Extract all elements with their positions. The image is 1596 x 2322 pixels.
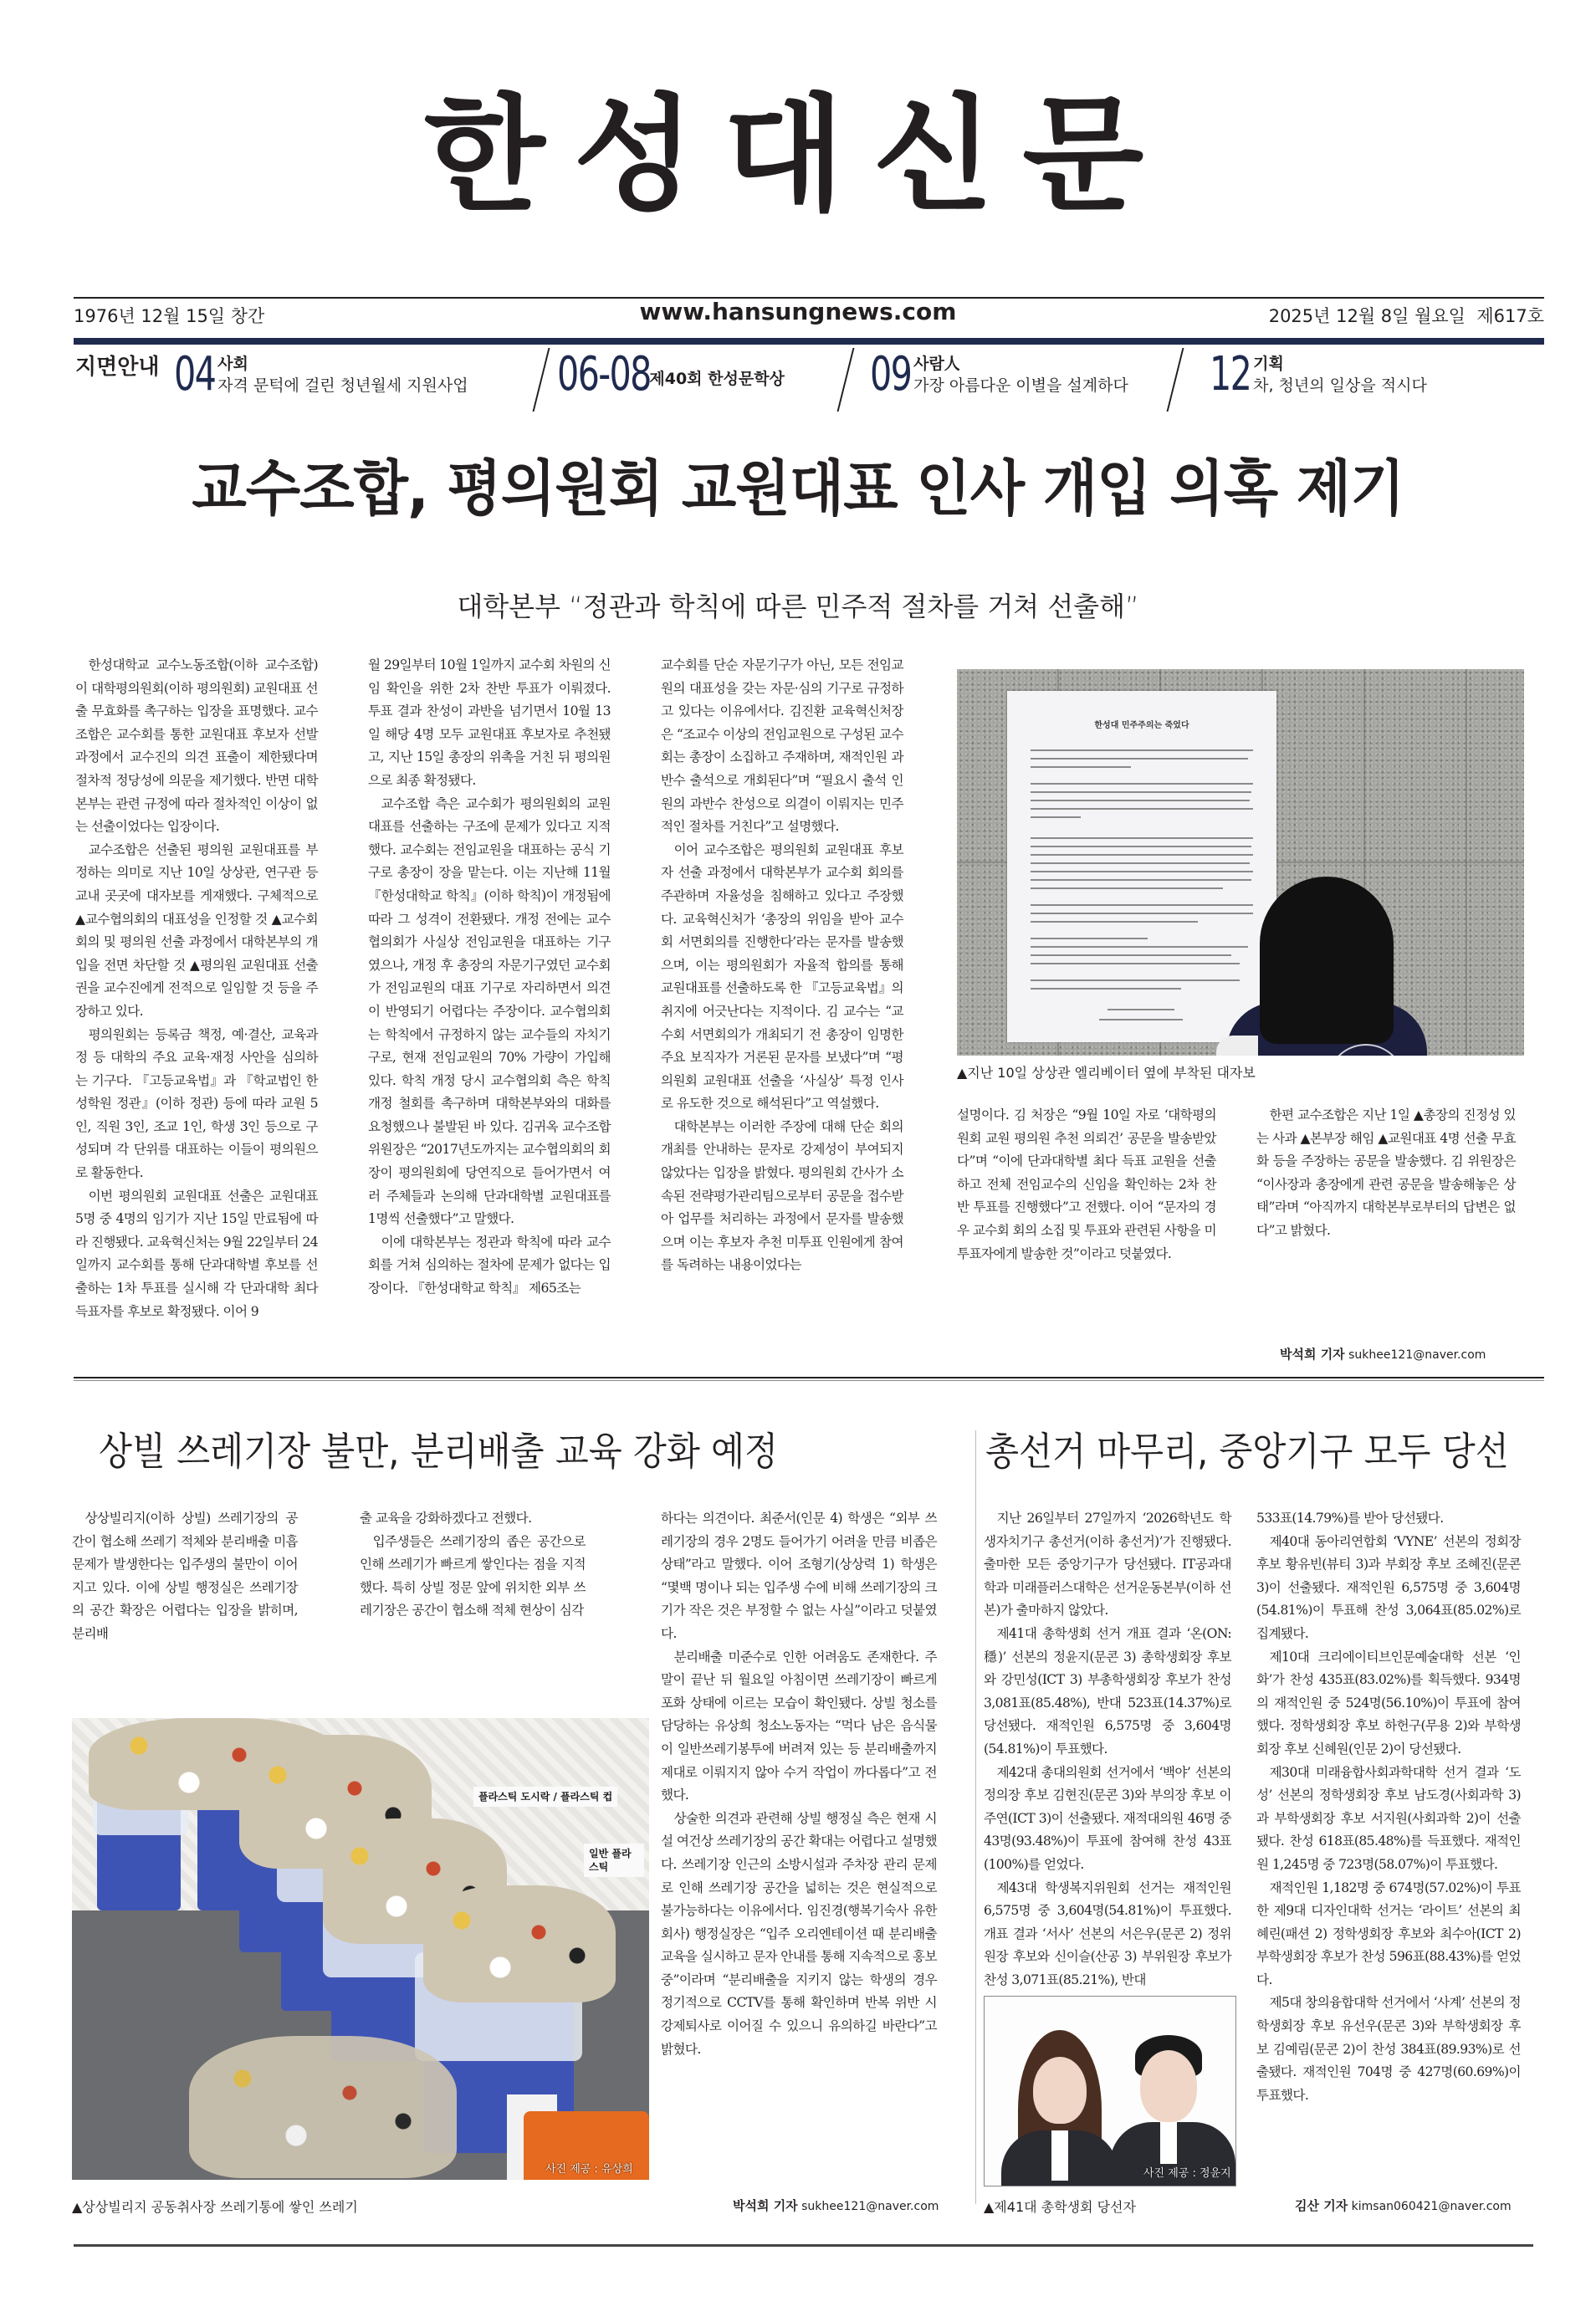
index-section: 사회 (217, 355, 248, 373)
article-paragraph: 제43대 학생복지위원회 선거는 재적인원 6,575명 중 3,604명(54.81%)이 투표했다. 개표 결과 ‘서사’ 선본의 서은우(문콘 2) 정위원장 후보와 신이슬(산공 3) 부위원장 후보가 찬성 3,071표(85.21%), 반대 (984, 1880, 1231, 1987)
reporter-name: 김산 기자 (1295, 2198, 1348, 2213)
election-headline: 총선거 마무리, 중앙기구 모두 당선 (985, 1429, 1509, 1474)
article-paragraph: 533표(14.79%)를 받아 당선됐다. (1256, 1511, 1444, 1526)
lead-deck: 대학본부 “정관과 학칙에 따른 민주적 절차를 거쳐 선출해” (457, 591, 1139, 622)
article-paragraph: 재적인원 1,182명 중 674명(57.02%)이 투표한 제9대 디자인대학 선거는 ‘라이트’ 선본의 최혜린(패션 2) 정학생회장 후보와 최수아(ICT 2) 부학생회장 후보가 찬성 596표(88.43%)를 얻었다. (1256, 1880, 1521, 1987)
index-item-09[interactable] (870, 347, 1128, 401)
index-title: 자격 문턱에 걸린 청년월세 지원사업 (217, 376, 468, 395)
issue-info (1269, 303, 1544, 328)
byline (1280, 1345, 1486, 1363)
byline (733, 2197, 939, 2214)
candidate-face (1140, 2050, 1197, 2122)
issue-number: 제617호 (1476, 306, 1544, 326)
lead-column-3 (661, 654, 903, 1277)
article-paragraph: 상술한 의견과 관련해 상빌 행정실 측은 현재 시설 여건상 쓰레기장의 공간 확대는 어렵다고 설명했다. 쓰레기장 인근의 소방시설과 주차장 관리 문제로 인해 쓰레기장 공간을 넓히는 것은 현실적으로 불가능하다는 이유에서다. 임진경(행복기숙사 유한회사) 행정실장은 “입주 오리엔테이션 때 분리배출 교육을 실시하고 문자 안내를 통해 지속적으로 홍보 중”이라며 “분리배출을 지키지 않는 학생의 경우 정기적으로 CCTV를 통해 확인하며 반복 위반 시 강제퇴사로 이어질 수 있으니 유의하길 바란다”고 밝혔다. (661, 1810, 937, 2057)
article-paragraph: 제10대 크리에이티브인문예술대학 선본 ‘인화’가 찬성 435표(83.02%)를 획득했다. 934명의 재적인원 중 524명(56.10%)이 투표에 참여했다. 정학생회장 후보 하헌구(무용 2)와 부학생회장 후보 신혜원(인문 2)이 당선됐다. (1256, 1649, 1521, 1757)
article-paragraph: 평의원회는 등록금 책정, 예·결산, 교육과정 등 대학의 주요 교육·재정 사안을 심의하는 기구다. 『고등교육법』과 『학교법인 한성학원 정관』(이하 정관) 등에 따라 교원 5인, 직원 3인, 조교 1인, 학생 3인 등으로 구성되며 각 단위를 대표하는 이들이 평의원으로 활동한다. (75, 1026, 318, 1181)
garbage-column-2 (360, 1507, 586, 1623)
article-paragraph: 설명이다. 김 처장은 “9월 10일 자로 ‘대학평의원회 교원 평의원 추천 의뢰건’ 공문을 발송받았다”며 “이에 단과대학별 최다 득표 교원을 선출하고 전체 전임교수의 신임을 확인하는 2차 찬반 투표를 진행했다”고 전했다. 이어 “문자의 경우 교수회 회의 소집 및 투표와 관련된 사항을 미투표자에게 발송한 것”이라고 덧붙였다. (957, 1107, 1216, 1261)
photo-caption: ▲제41대 총학생회 당선자 (984, 2199, 1136, 2215)
founded-date: 1976년 12월 15일 창간 (74, 306, 265, 326)
article-paragraph: 한성대학교 교수노동조합(이하 교수조합)이 대학평의원회(이하 평의원회) 교원대표 선출 무효화를 촉구하는 입장을 표명했다. 교수조합은 교수회를 통한 교원대표 후보자 선발 과정에서 교수진의 의견 표출이 제한됐다며 절차적 정당성에 의문을 제기했다. 반면 대학본부는 관련 규정에 따라 절차적인 이상이 없는 선출이었다는 입장이다. (75, 657, 318, 835)
article-paragraph: 제5대 창의융합대학 선거에서 ‘사계’ 선본의 정학생회장 후보 유선우(문콘 3)와 부학생회장 후보 김예림(문콘 2)이 찬성 384표(89.93%)로 선출됐다. 재적인원 704명 중 427명(60.69%)이 투표했다. (1256, 1995, 1521, 2103)
article-paragraph: 이번 평의원회 교원대표 선출은 교원대표 5명 중 4명의 임기가 지난 15일 만료됨에 따라 진행됐다. 교육혁신처는 9월 22일부터 24일까지 교수회를 통해 단과대학별 후보를 선출하는 1차 투표를 실시해 각 단과대학 최다 득표자를 후보로 확정됐다. 이어 9 (75, 1188, 318, 1319)
column-separator (975, 1430, 976, 2204)
article-paragraph: 상상빌리지(이하 상빌) 쓰레기장의 공간이 협소해 쓰레기 적체와 분리배출 미흡 문제가 발생한다는 입주생의 불만이 이어지고 있다. 이에 상빌 행정실은 쓰레기장의 공간 확장은 어렵다는 입장을 밝히며, 분리배 (72, 1511, 298, 1641)
index-separator (533, 348, 550, 412)
article-paragraph: 제42대 총대의원회 선거에서 ‘백야’ 선본의 정의장 후보 김현진(문콘 3)와 부의장 후보 이주연(ICT 3)이 선출됐다. 재적대의원 46명 중 43명(93.48%)이 투표에 참여해 찬성 43표(100%)를 얻었다. (984, 1764, 1231, 1872)
elected-candidates-photo (984, 1996, 1236, 2186)
student-from-behind (1226, 877, 1435, 1056)
index-page-number: 12 (1210, 347, 1251, 401)
reporter-email[interactable]: kimsan060421@naver.com (1351, 2200, 1512, 2213)
article-paragraph: 월 29일부터 10월 1일까지 교수회 차원의 신임 확인을 위한 2차 찬반 투표가 이뤄졌다. 투표 결과 찬성이 과반을 넘기면서 10월 13일 해당 4명 모두 교원대표 후보자로 추천됐고, 지난 15일 총장의 위촉을 거친 뒤 평의원으로 최종 확정됐다. (368, 657, 611, 788)
index-page-number: 04 (174, 347, 216, 401)
index-page-number: 06-08 (557, 347, 651, 401)
lead-column-5 (1256, 1104, 1516, 1243)
section-divider-thin (74, 1380, 1544, 1381)
issue-date: 2025년 12월 8일 월요일 (1268, 306, 1466, 326)
candidate-face (1033, 2057, 1087, 2124)
notice-poster-photo (957, 669, 1524, 1056)
garbage-bins-photo (72, 1718, 649, 2180)
election-column-2 (1256, 1507, 1521, 2107)
floor-garbage (189, 2036, 457, 2178)
photo-credit: 사진 제공 : 유상희 (545, 2163, 633, 2176)
page-index-label: 지면안내 (75, 355, 160, 380)
byline (1295, 2197, 1512, 2214)
section-divider (74, 1377, 1544, 1378)
photo-credit: 사진 제공 : 정윤지 (1143, 2167, 1231, 2180)
article-paragraph: 교수조합 측은 교수회가 평의원회의 교원대표를 선출하는 구조에 문제가 있다고 지적했다. 교수회는 전임교원을 대표하는 공식 기구로 총장이 장을 맡는다. 이는 지난해 11월 『한성대학교 학칙』(이하 학칙)이 개정됨에 따라 그 성격이 전환됐다. 개정 전에는 교수협의회가 사실상 전임교원을 대표하는 기구였으나, 개정 후 총장의 자문기구였던 교수회가 전임교원의 대표 기구로 자리하면서 의견이 반영되기 어렵다는 주장이다. 교수협의회는 학칙에서 규정하지 않는 교수들의 자치기구로, 현재 전임교원의 70% 가량이 가입해 있다. 학칙 개정 당시 교수협의회 측은 학칙 개정 철회를 촉구하며 대학본부와의 대화를 요청했으나 불발된 바 있다. 김귀옥 교수조합 위원장은 “2017년도까지는 교수협의회의 회장이 평의원회에 당연직으로 들어가면서 여러 주체들과 논의해 단과대학별 교원대표를 1명씩 선출했다”고 말했다. (368, 795, 611, 1227)
page-bottom-rule (74, 2244, 1533, 2247)
article-paragraph: 출 교육을 강화하겠다고 전했다. (360, 1511, 532, 1526)
index-separator (1167, 348, 1184, 412)
article-paragraph: 교수조합은 선출된 평의원 교원대표를 부정하는 의미로 지난 10일 상상관, 연구관 등 교내 곳곳에 대자보를 게재했다. 구체적으로 ▲교수협의회의 대표성을 인정할 것 ▲교수회 회의 및 평의원 선출 과정에서 대학본부의 개입을 전면 차단할 것 ▲평의원 교원대표 선출권을 교수진에게 전적으로 일임할 것 등을 주장하고 있다. (75, 841, 318, 1019)
lead-column-2 (368, 654, 611, 1301)
recycling-sign: 일반 플라스틱 (584, 1844, 644, 1877)
index-separator (837, 348, 855, 412)
reporter-name: 박석희 기자 (1280, 1347, 1345, 1362)
reporter-name: 박석희 기자 (733, 2198, 798, 2213)
index-item-12[interactable] (1210, 347, 1427, 401)
article-paragraph: 분리배출 미준수로 인한 어려움도 존재한다. 주말이 끝난 뒤 월요일 아침이면 쓰레기장이 빠르게 포화 상태에 이르는 모습이 확인됐다. 상빌 청소를 담당하는 유상희 청소노동자는 “먹다 남은 음식물이 일반쓰레기봉투에 버려져 있는 등 분리배출까지 제대로 이뤄지지 않아 수거 작업이 까다롭다”고 전했다. (661, 1649, 937, 1803)
index-item-04[interactable] (174, 347, 468, 401)
newspaper-masthead: 한성대신문 (423, 81, 1173, 228)
garbage-pile (423, 1885, 616, 2002)
article-paragraph: 이에 대학본부는 정관과 학칙에 따라 교수회를 거쳐 심의하는 절차에 문제가 없다는 입장이다. 『한성대학교 학칙』 제65조는 (368, 1234, 611, 1297)
reporter-email[interactable]: sukhee121@naver.com (801, 2200, 939, 2213)
garbage-column-3 (661, 1507, 937, 2061)
index-section: 기획 (1253, 355, 1284, 373)
article-paragraph: 한편 교수조합은 지난 1일 ▲총장의 진정성 있는 사과 ▲본부장 해임 ▲교원대표 4명 선출 무효화 등을 주장하는 공문을 발송했다. 김 위원장은 “이사장과 총장에게 관련 공문을 발송해놓은 상태”라며 “아직까지 대학본부로부터의 답변은 없다”고 밝혔다. (1256, 1107, 1516, 1238)
poster-title: 한성대 민주주의는 죽었다 (1094, 721, 1189, 730)
article-paragraph: 제41대 총학생회 선거 개표 결과 ‘온(ON:穩)’ 선본의 정윤지(문콘 3) 총학생회장 후보와 강민성(ICT 3) 부총학생회장 후보가 찬성 3,081표(85.48%), 반대 523표(14.37%)로 당선됐다. 재적인원 6,575명 중 3,604명(54.81%)이 투표했다. (984, 1625, 1231, 1757)
article-paragraph: 입주생들은 쓰레기장의 좁은 공간으로 인해 쓰레기가 빠르게 쌓인다는 점을 지적했다. 특히 상빌 정문 앞에 위치한 외부 쓰레기장은 공간이 협소해 적체 현상이 심각 (360, 1533, 586, 1619)
index-page-number: 09 (870, 347, 912, 401)
garbage-column-1 (72, 1507, 298, 1646)
website-link[interactable]: www.hansungnews.com (639, 298, 957, 325)
recycling-sign: 플라스틱 도시락 / 플라스틱 컵 (473, 1787, 617, 1807)
article-paragraph: 대학본부는 이러한 주장에 대해 단순 회의 개최를 안내하는 문자로 강제성이 부여되지 않았다는 입장을 밝혔다. 평의원회 간사가 소속된 전략평가관리팀으로부터 공문을 접수받아 업무를 처리하는 과정에서 문자를 발송했으며 이는 후보자 추천 미투표 인원에게 참여를 독려하는 내용이었다는 (661, 1118, 903, 1273)
article-paragraph: 이어 교수조합은 평의원회 교원대표 후보자 선출 과정에서 대학본부가 교수회 회의를 주관하며 자율성을 침해하고 있다고 주장했다. 교육혁신처가 ‘총장의 위임을 받아 교수회 서면회의를 진행한다’라는 문자를 발송했으며, 이는 평의원회가 자율적 합의를 통해 교원대표를 선출하도록 한 『고등교육법』의 취지에 어긋난다는 지적이다. 김 교수는 “교수회 서면회의가 개최되기 전 총장이 임명한 주요 보직자가 거론된 문자를 보냈다”며 “평의원회 교원대표 선출을 ‘사실상’ 특정 인사로 유도한 것으로 해석된다”고 역설했다. (661, 841, 903, 1112)
navy-divider (74, 338, 1544, 345)
lead-headline: 교수조합, 평의원회 교원대표 인사 개입 의혹 제기 (192, 453, 1404, 524)
photo-caption: ▲상상빌리지 공동취사장 쓰레기통에 쌓인 쓰레기 (72, 2199, 358, 2215)
election-column-1 (984, 1507, 1231, 1992)
garbage-headline: 상빌 쓰레기장 불만, 분리배출 교육 강화 예정 (99, 1429, 778, 1474)
lead-column-4 (957, 1104, 1216, 1266)
index-title: 차, 청년의 일상을 적시다 (1253, 376, 1427, 395)
reporter-email[interactable]: sukhee121@naver.com (1348, 1348, 1486, 1362)
index-title: 제40회 한성문학상 (649, 370, 785, 388)
photo-caption: ▲지난 10일 상상관 엘리베이터 옆에 부착된 대자보 (957, 1065, 1256, 1081)
lead-column-1 (75, 654, 318, 1323)
index-section: 사람人 (913, 355, 960, 373)
index-item-06-08[interactable] (557, 347, 785, 401)
article-paragraph: 제30대 미래융합사회과학대학 선거 결과 ‘도성’ 선본의 정학생회장 후보 남도경(사회과학 3)과 부학생회장 후보 서지원(사회과학 2)이 선출됐다. 찬성 618표(85.48%)를 득표했다. 재적인원 1,245명 중 723명(58.07%)이 투표했다. (1256, 1764, 1521, 1872)
index-title: 가장 아름다운 이별을 설계하다 (913, 376, 1128, 395)
article-paragraph: 제40대 동아리연합회 ‘VYNE’ 선본의 정회장 후보 황유빈(뷰티 3)과 부회장 후보 조혜진(문콘 3)이 선출됐다. 재적인원 6,575명 중 3,604명(54.81%)이 투표해 찬성 3,064표(85.02%)로 집계됐다. (1256, 1533, 1521, 1641)
article-paragraph: 교수회를 단순 자문기구가 아닌, 모든 전임교원의 대표성을 갖는 자문·심의 기구로 규정하고 있다는 이유에서다. 김진환 교육혁신처장은 “조교수 이상의 전임교원으로 구성된 교수회는 총장이 소집하고 주재하며, 재적인원 과반수 출석으로 개회된다”며 “필요시 출석 인원의 과반수 찬성으로 의결이 이뤄지는 민주적인 절차를 거친다”고 설명했다. (661, 657, 903, 835)
article-paragraph: 지난 26일부터 27일까지 ‘2026학년도 학생자치기구 총선거(이하 총선거)’가 진행됐다. 출마한 모든 중앙기구가 당선됐다. IT공과대학과 미래플러스대학은 선거운동본부(이하 선본)가 출마하지 않았다. (984, 1511, 1231, 1619)
article-paragraph: 하다는 의견이다. 최준서(인문 4) 학생은 “외부 쓰레기장의 경우 2명도 들어가기 어려울 만큼 비좁은 상태”라고 말했다. 이어 조형기(상상력 1) 학생은 “몇백 명이나 되는 입주생 수에 비해 쓰레기장의 크기가 작은 것은 부정할 수 없는 사실”이라고 덧붙였다. (661, 1511, 937, 1641)
